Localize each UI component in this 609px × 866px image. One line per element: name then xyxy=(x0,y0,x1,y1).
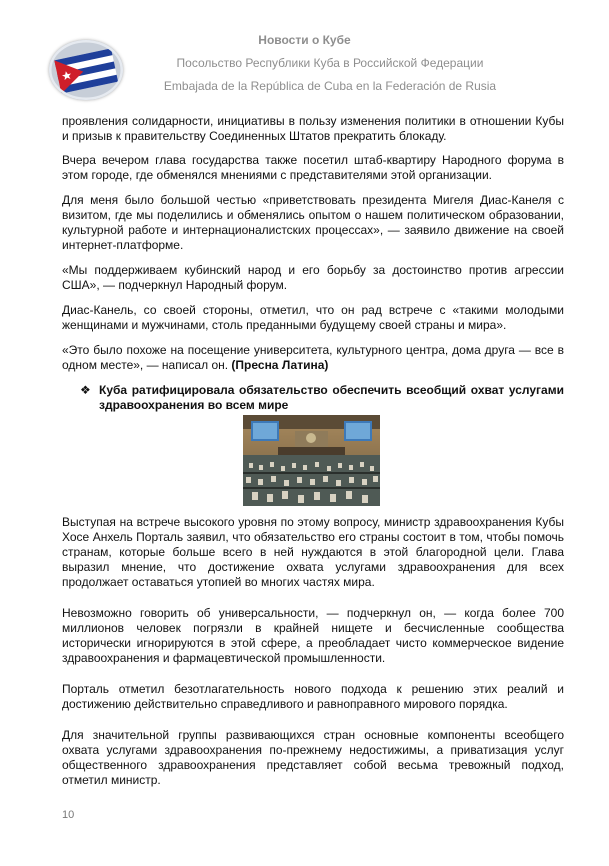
article2-heading: Куба ратифицировала обязательство обеспечить всеобщий охват услугами здравоохранения во всем мире xyxy=(99,383,564,412)
article1-paragraph-6-text: «Это было похоже на посещение университета, культурного центра, дома друга — все в одном месте», — написал он. xyxy=(62,343,564,372)
diamond-bullet-icon: ❖ xyxy=(80,383,91,397)
article2-paragraph-2: Невозможно говорить об универсальности, — подчеркнул он, — когда более 700 миллионов человек погрязли в крайней нищете и бесчисленные сообщества исторически игнорируются в этой сфере, а преобладает чисто коммерческое видение здравоохранения и фармацевтической промышленности. xyxy=(62,606,564,665)
article2-paragraph-1: Выступая на встрече высокого уровня по этому вопросу, министр здравоохранения Кубы Хосе Анхель Порталь заявил, что обязательство его страны состоит в том, чтобы помочь странам, которые больше всего в ней нуждаются в этой благородной цели. Глава выразил мнение, что достижение охвата услугами здравоохранения для всех продолжает оставаться утопией во многих частях мира. xyxy=(62,515,564,589)
article1-source: (Пресна Латина) xyxy=(231,358,329,372)
conference-hall-photo xyxy=(243,415,380,506)
page-content xyxy=(62,114,564,798)
page-header xyxy=(0,0,609,112)
header-title: Новости о Кубе xyxy=(258,33,351,47)
article2-paragraph-4: Для значительной группы развивающихся стран основные компоненты всеобщего охвата услугами здравоохранения по-прежнему недостижимы, а приватизация услуг общественного здравоохранения представляет собой весьма тревожный подход, отметил министр. xyxy=(62,728,564,787)
article1-paragraph-4: «Мы поддерживаем кубинский народ и его борьбу за достоинство против агрессии США», — подчеркнул Народный форум. xyxy=(62,263,564,292)
article2-paragraph-3: Порталь отметил безотлагательность нового подхода к решению этих реалий и достижению действительно справедливого и равноправного мирового порядка. xyxy=(62,682,564,711)
article1-paragraph-6 xyxy=(62,343,564,373)
article1-paragraph-2: Вчера вечером глава государства также посетил штаб-квартиру Народного форума в этом городе, где обменялся мнениями с представителями этой организации. xyxy=(62,153,564,182)
page-number: 10 xyxy=(62,809,75,821)
header-embassy-ru: Посольство Республики Куба в Российской Федерации xyxy=(176,56,484,70)
article1-paragraph-1: проявления солидарности, инициативы в пользу изменения политики в отношении Кубы и призыв к правительству Соединенных Штатов прекратить блокаду. xyxy=(62,114,564,143)
article2-heading-row xyxy=(62,383,564,413)
article1-paragraph-5: Диас-Канель, со своей стороны, отметил, что он рад встрече с «такими молодыми женщинами и мужчинами, столь преданными будущему своей страны и мира». xyxy=(62,303,564,332)
header-embassy-es: Embajada de la República de Cuba en la Federación de Rusia xyxy=(163,79,497,93)
article1-paragraph-3: Для меня было большой честью «приветствовать президента Мигеля Диас-Канеля с визитом, где мы поделились и обменялись опытом о нашем политическом образовании, культурной работе и интернационалистских процессах», — заявило движение на своей интернет-платформе. xyxy=(62,193,564,252)
